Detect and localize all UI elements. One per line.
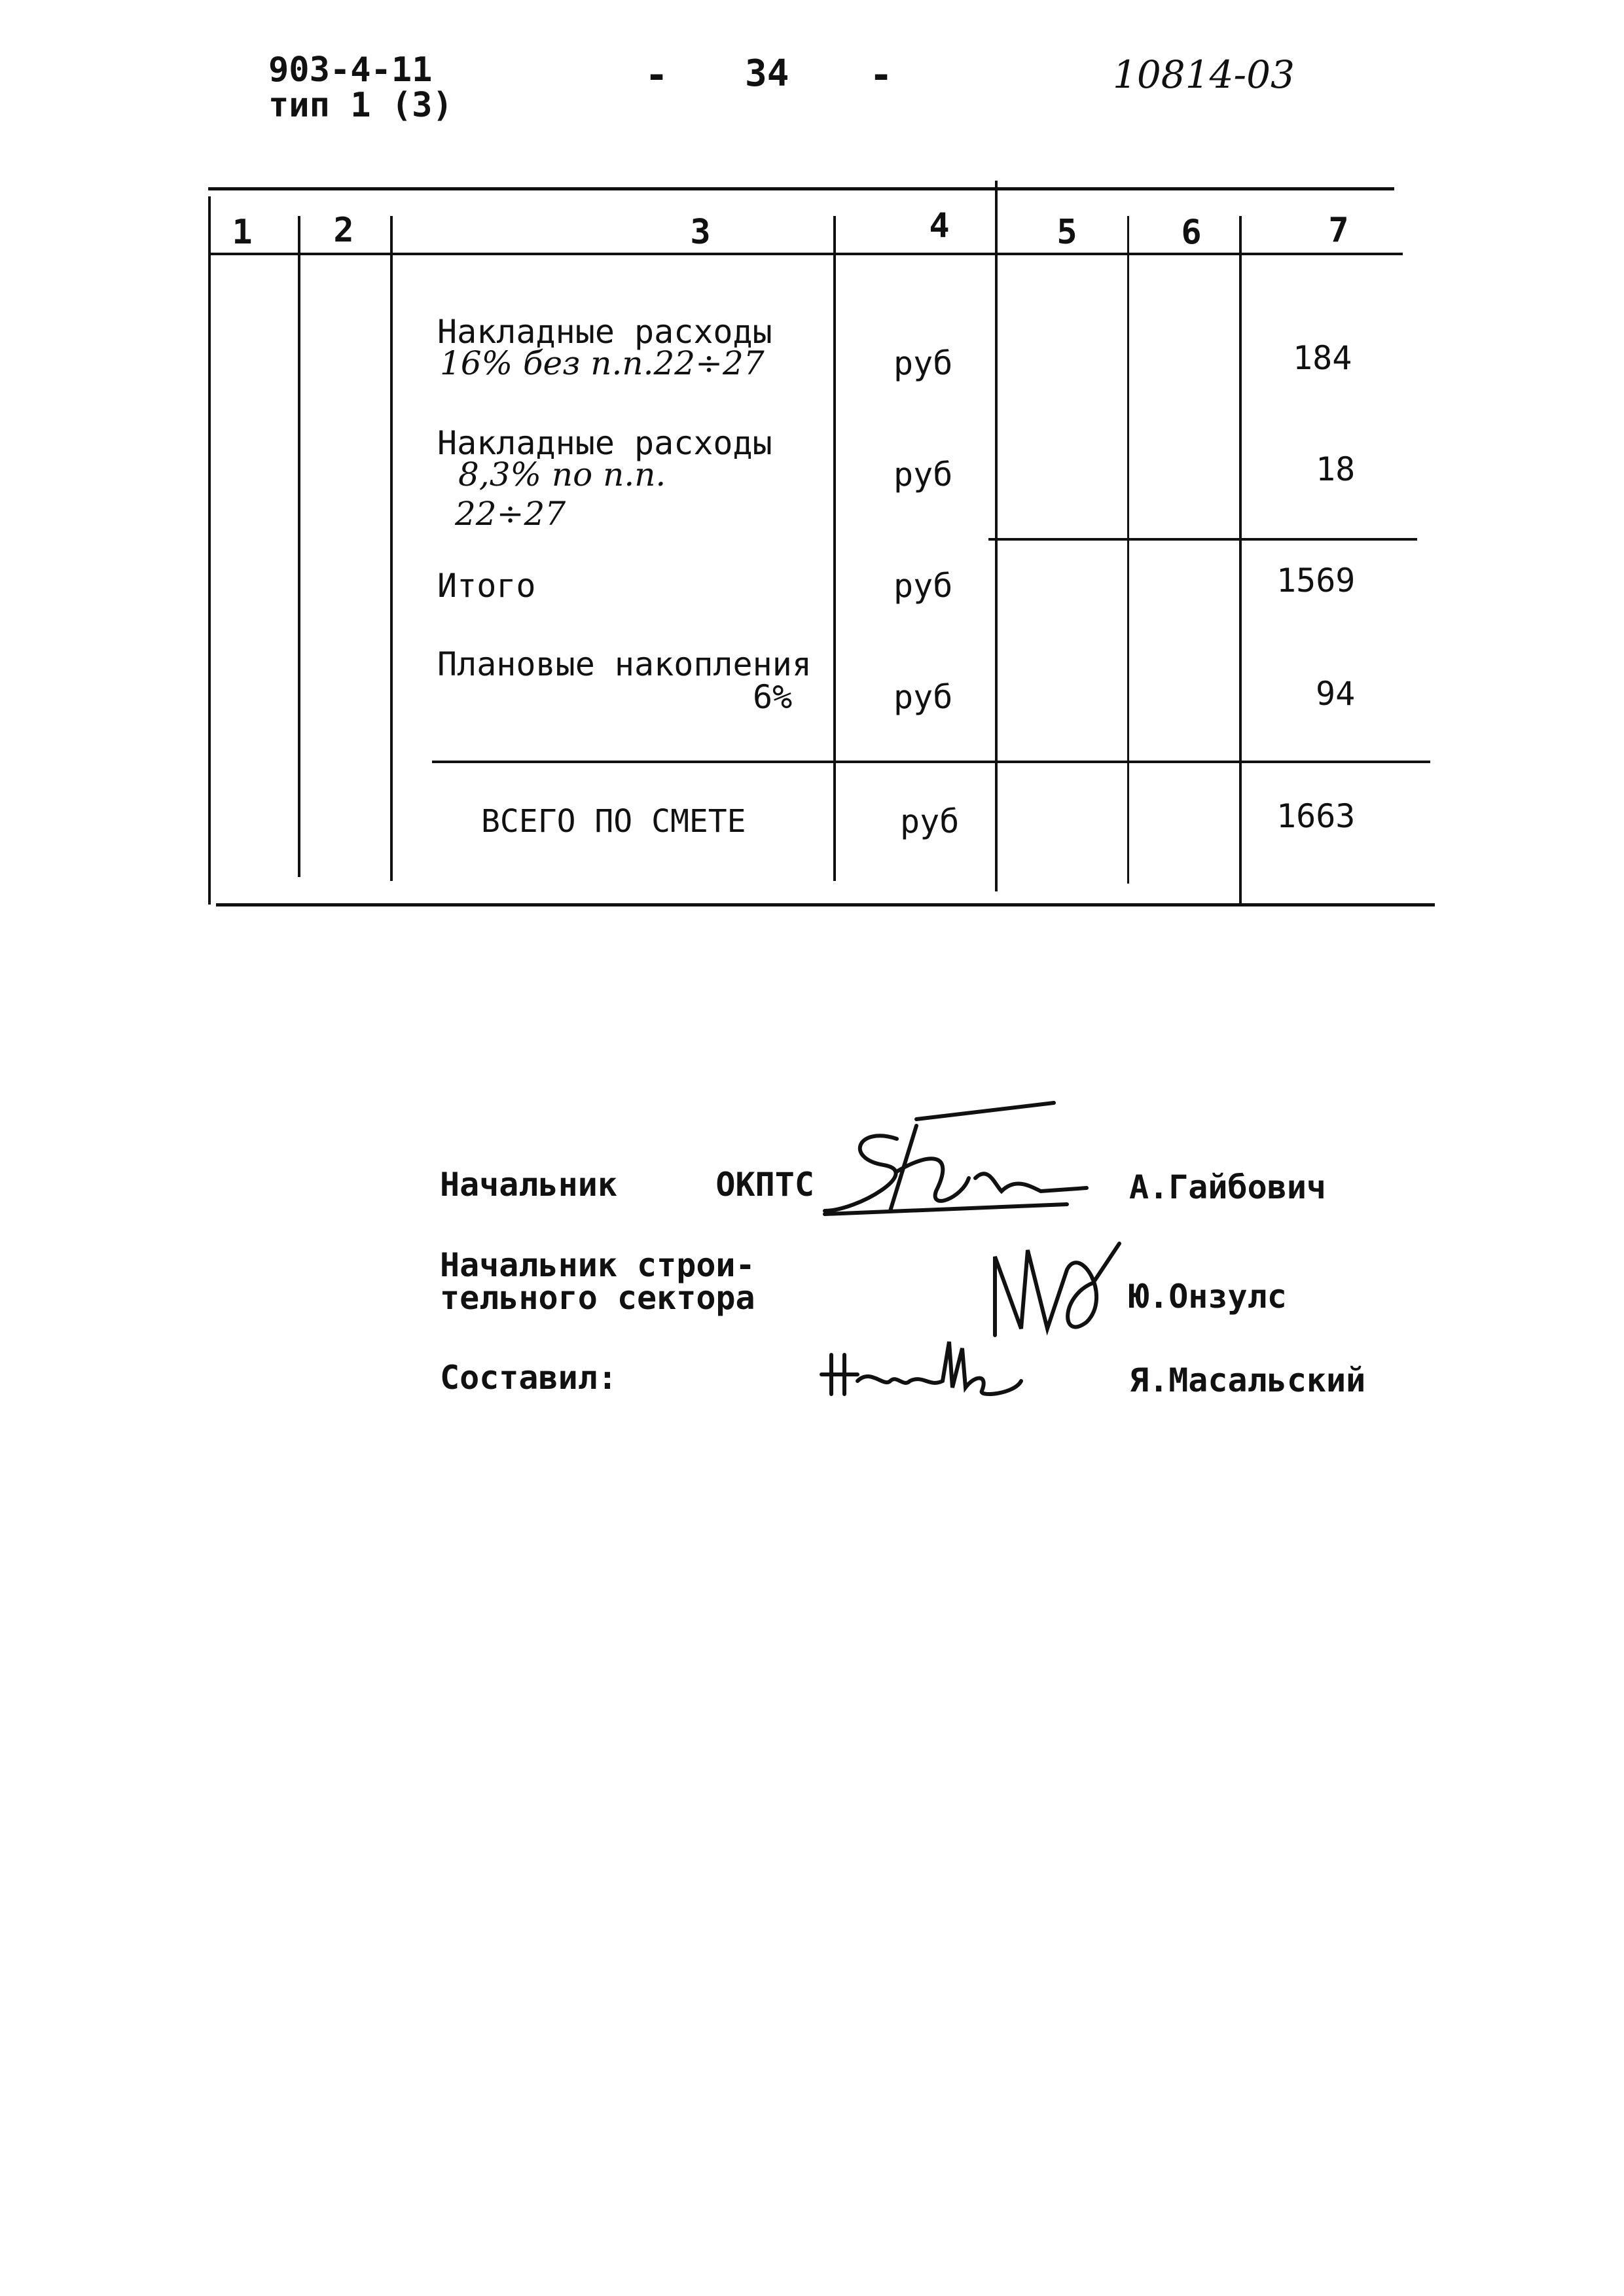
signature-label: Начальник строи- <box>440 1246 755 1284</box>
page-number: 34 <box>745 52 789 95</box>
row-value: 184 <box>1293 339 1352 377</box>
row-value: 1569 <box>1276 562 1356 600</box>
table-bottom-border <box>216 903 1435 906</box>
table-column-divider <box>208 196 211 905</box>
table-column-divider <box>298 216 300 877</box>
document-reference: 10814-03 <box>1113 52 1295 97</box>
column-header-3: 3 <box>690 213 711 252</box>
row-value: 94 <box>1316 675 1356 713</box>
signatory-name: Я.Масальский <box>1129 1361 1366 1399</box>
table-header-separator <box>208 253 1403 255</box>
row-description: Накладные расходы <box>437 313 772 351</box>
row-description-detail: 22÷27 <box>455 495 566 533</box>
row-unit: руб <box>893 456 953 493</box>
row-unit: руб <box>893 567 953 605</box>
document-type: тип 1 (3) <box>268 86 453 125</box>
column-header-2: 2 <box>333 211 354 250</box>
table-column-divider <box>390 216 393 881</box>
row-description: Плановые накопления <box>437 645 812 683</box>
signature-label: Начальник ОКПТС <box>440 1166 814 1204</box>
page-number-dash-left: - <box>645 52 669 98</box>
column-header-6: 6 <box>1181 213 1202 252</box>
table-column-divider <box>833 216 836 881</box>
table-column-divider <box>1239 216 1242 903</box>
row-description: Итого <box>437 567 536 605</box>
signature-scribble <box>818 1100 1093 1217</box>
row-description-detail: 8,3% по п.п. <box>458 456 666 493</box>
table-column-divider <box>995 181 998 891</box>
row-description-total: ВСЕГО ПО СМЕТЕ <box>481 803 746 840</box>
row-value: 1663 <box>1276 797 1356 835</box>
signature-scribble <box>818 1329 1028 1401</box>
row-unit: руб <box>893 678 953 716</box>
signatory-name: Ю.Онзулс <box>1129 1278 1287 1316</box>
document-code: 903-4-11 <box>268 50 433 90</box>
row-value: 18 <box>1316 450 1356 488</box>
row-unit: руб <box>893 344 953 382</box>
row-description-detail: 6% <box>753 678 793 716</box>
page-number-dash-right: - <box>869 52 893 98</box>
table-column-divider <box>1127 216 1129 884</box>
column-header-1: 1 <box>232 213 253 252</box>
table-row-separator <box>988 538 1417 541</box>
signature-label: тельного сектора <box>440 1279 755 1317</box>
table-top-border <box>208 187 1394 190</box>
table-row-separator <box>432 761 1430 763</box>
row-description-detail: 16% без п.п.22÷27 <box>440 344 765 382</box>
row-unit: руб <box>900 802 960 840</box>
signature-scribble <box>982 1230 1126 1342</box>
signatory-name: А.Гайбович <box>1129 1168 1327 1206</box>
column-header-4: 4 <box>929 206 950 245</box>
row-description: Накладные расходы <box>437 424 772 462</box>
signature-label: Составил: <box>440 1359 617 1397</box>
column-header-7: 7 <box>1328 211 1349 250</box>
column-header-5: 5 <box>1056 213 1077 252</box>
